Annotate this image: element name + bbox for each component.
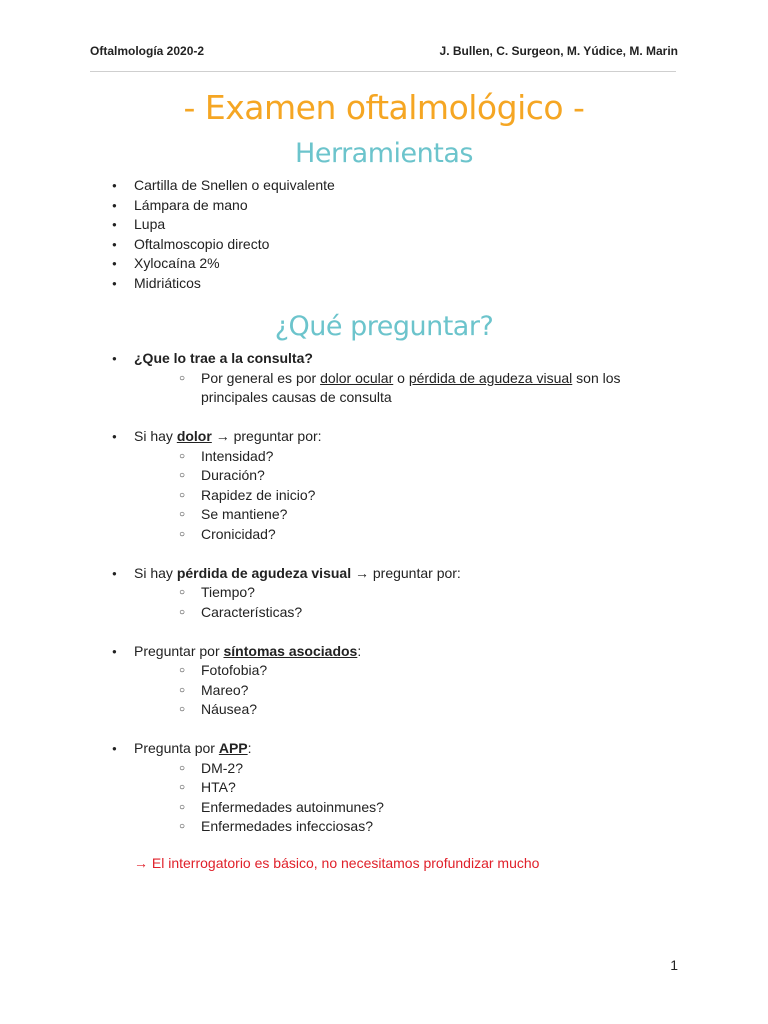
- sub-item: ○ Intensidad?: [179, 447, 688, 467]
- key-term: APP: [218, 740, 248, 756]
- underlined-term: pérdida de agudeza visual: [408, 369, 573, 386]
- sub-list: [134, 369, 688, 408]
- header-divider: [90, 71, 676, 72]
- list-item: ● Midriáticos: [112, 274, 688, 294]
- sub-item: ○ Se mantiene?: [179, 505, 688, 525]
- section-title-questions: ¿Qué preguntar?: [274, 311, 494, 342]
- sub-item: ○ Mareo?: [179, 681, 688, 701]
- question-text: ¿Que lo trae a la consulta?: [134, 350, 313, 366]
- list-item: ● Lámpara de mano: [112, 196, 688, 216]
- list-item: ● Lupa: [112, 215, 688, 235]
- question-symptoms: ● Preguntar por síntomas asociados: ○ Fotofobia? ○ Mareo? ○ Náusea?: [112, 642, 688, 720]
- sub-list: [134, 583, 688, 622]
- sub-list: [134, 661, 688, 720]
- sub-item: ○ Duración?: [179, 466, 688, 486]
- list-item: ● Xylocaína 2%: [112, 254, 688, 274]
- question-reason: [112, 349, 688, 408]
- key-term: dolor: [176, 428, 212, 444]
- page-title: - Examen oftalmológico -: [183, 88, 585, 127]
- sub-item: ○ Enfermedades autoinmunes?: [179, 798, 688, 818]
- underlined-term: dolor ocular: [320, 369, 394, 386]
- sub-item: ○ Náusea?: [179, 700, 688, 720]
- sub-item: ○ DM-2?: [179, 759, 688, 779]
- sub-list: [134, 759, 688, 837]
- sub-item: ○ Fotofobia?: [179, 661, 688, 681]
- note-text: → El interrogatorio es básico, no necesitamos profundizar mucho: [134, 855, 540, 871]
- question-vision-loss: ● Si hay pérdida de agudeza visual → preguntar por: ○ Tiempo? ○ Características?: [112, 564, 688, 623]
- sub-item: ○ Características?: [179, 603, 688, 623]
- sub-item: ○ HTA?: [179, 778, 688, 798]
- key-term: síntomas asociados: [223, 642, 358, 659]
- question-pain: ● Si hay dolor → preguntar por: ○ Intensidad? ○ Duración? ○ Rapidez de inicio? ○ Se mantiene? ○ Cronicidad?: [112, 427, 688, 544]
- key-term: pérdida de agudeza visual: [176, 564, 352, 581]
- page-header: [90, 44, 678, 58]
- course-name: Oftalmología 2020-2: [90, 44, 205, 58]
- page-number: 1: [670, 957, 678, 973]
- list-item: ● Cartilla de Snellen o equivalente: [112, 176, 688, 196]
- sub-item: ○ Cronicidad?: [179, 525, 688, 545]
- sub-item: ○ Tiempo?: [179, 583, 688, 603]
- sub-item: ○ Enfermedades infecciosas?: [179, 817, 688, 837]
- tools-list: [112, 176, 688, 293]
- questions-list: [112, 349, 688, 837]
- sub-list: [134, 447, 688, 545]
- section-title-tools: Herramientas: [295, 138, 473, 169]
- sub-item: ○ Rapidez de inicio?: [179, 486, 688, 506]
- sub-item: ○ Por general es por dolor ocular o pérdida de agudeza visual son los principales causas de consulta: [179, 369, 688, 408]
- list-item: ● Oftalmoscopio directo: [112, 235, 688, 255]
- question-history: ● Pregunta por APP: ○ DM-2? ○ HTA? ○ Enfermedades autoinmunes? ○ Enfermedades infecciosas?: [112, 739, 688, 837]
- authors: J. Bullen, C. Surgeon, M. Yúdice, M. Marin: [439, 44, 678, 58]
